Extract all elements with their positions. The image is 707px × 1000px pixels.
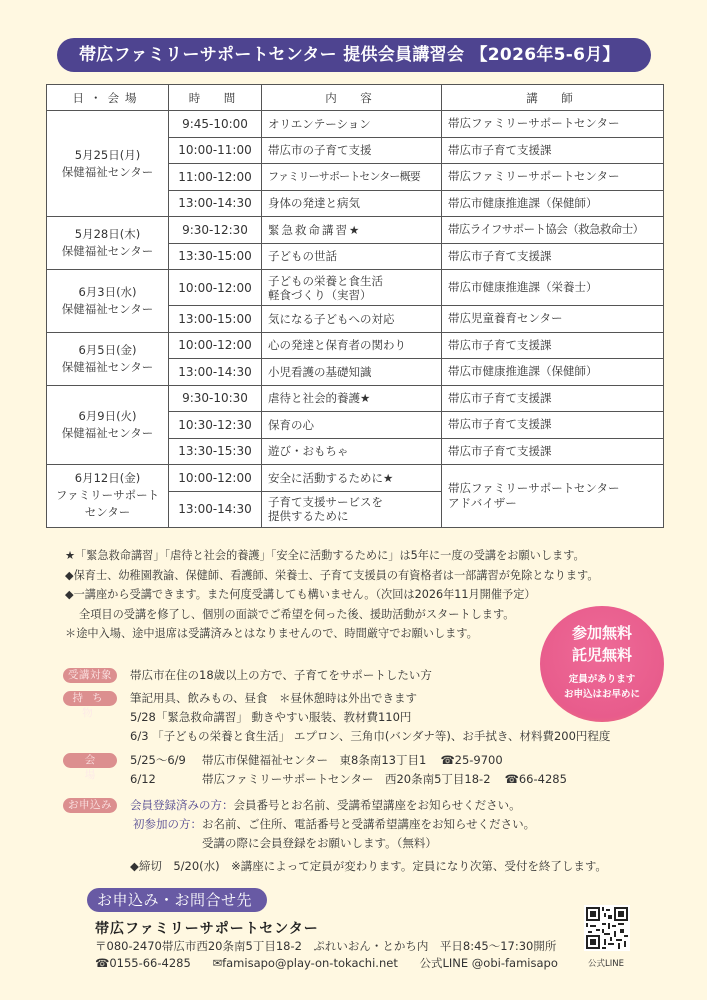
lecturer-cell: 帯広市子育て支援課 [442,243,664,270]
lecturer-cell: 帯広市子育て支援課 [442,332,664,359]
content-cell: 安全に活動するために★ [262,465,442,492]
schedule-table [46,84,664,528]
venue: 保健福祉センター [61,301,154,316]
content-cell: 子どもの世話 [262,243,442,270]
date: 6月9日(火) [78,408,137,423]
content-cell: 心の発達と保育者の関わり [262,332,442,359]
content-cell [262,270,442,306]
lecturer-line: 帯広ファミリーサポートセンター [448,480,620,495]
contact-email[interactable]: ✉famisapo@play-on-tokachi.net [212,956,398,970]
time-cell: 10:30-12:30 [169,412,262,439]
contact-details [95,955,576,971]
venue: 保健福祉センター [61,244,154,258]
venue: センター [84,505,131,520]
contact-address: 〒080-2470帯広市西20条南5丁目18-2 ぷれいおん・とかち内 平日8:45〜17:30開所 [95,939,557,953]
label-apply: お申込み [63,798,117,813]
apply-first [130,815,607,834]
header-content: 内 容 [262,85,442,111]
venue: 保健福祉センター [61,359,154,374]
header-time: 時 間 [169,85,262,111]
content-line: 子どもの栄養と食生活 [268,273,383,288]
badge-capacity: 定員があります [568,674,636,685]
apply-first-label: 初参加の方： [133,817,202,831]
date: 6月12日(金) [74,471,141,486]
date-venue-cell [47,385,169,465]
time-cell: 10:00-12:00 [169,270,262,306]
lecturer-cell: 帯広市健康推進課（栄養士） [442,270,664,306]
time-cell: 13:00-14:30 [169,190,262,217]
lecturer-cell: 帯広ライフサポート協会（救急救命士） [442,217,664,244]
venue-place: 帯広ファミリーサポートセンター 西20条南5丁目18-2 [202,772,491,786]
contact-heading: お申込み・お問合せ先 [87,888,267,912]
line-qr-code[interactable] [584,905,630,951]
time-cell: 13:30-15:30 [169,438,262,465]
apply-deadline: ◆締切 5/20(水) ※講座によって定員が変わります。定員になり次第、受付を終了します。 [130,859,607,873]
content-line: 軽食づくり（実習） [268,287,372,302]
contact-org: 帯広ファミリーサポートセンター [95,921,319,937]
lecturer-cell: 帯広ファミリーサポートセンター [442,111,664,138]
table-row [47,270,664,306]
lecturer-cell: 帯広市子育て支援課 [442,137,664,164]
apply-registered-text: 会員番号とお名前、受講希望講座をお知らせください。 [233,798,521,812]
table-row [47,332,664,359]
time-cell: 13:30-15:00 [169,243,262,270]
content-line: 提供するために [268,509,349,523]
lecturer-cell: 帯広ファミリーサポートセンター [442,164,664,191]
time-cell: 10:00-11:00 [169,137,262,164]
table-row [47,111,664,138]
table-row [47,385,664,412]
content-cell: オリエンテーション [262,111,442,138]
lecturer-cell: 帯広市子育て支援課 [442,385,664,412]
time-cell: 10:00-12:00 [169,332,262,359]
qr-code-icon [586,907,628,949]
date-venue-cell [47,270,169,333]
venue-row [130,751,567,770]
time-cell: 13:00-14:30 [169,359,262,386]
lecturer-cell: 帯広市健康推進課（保健師） [442,359,664,386]
venue-phone: ☎25-9700 [440,753,503,767]
contact-line-id: 公式LINE @obi-famisapo [419,956,558,970]
content-cell: 保育の心 [262,412,442,439]
date-venue-cell [47,217,169,270]
content-cell: 身体の発達と病気 [262,190,442,217]
date-venue-cell [47,111,169,217]
time-cell: 9:45-10:00 [169,111,262,138]
badge-free-participation: 参加無料 [571,624,632,642]
table-row [47,217,664,244]
date: 6月5日(金) [78,342,137,357]
content-cell: ファミリーサポートセンター概要 [262,164,442,191]
table-row [47,465,664,492]
belongings-line: 筆記用具、飲みもの、昼食 ＊昼休憩時は外出できます [130,691,418,705]
lecturer-cell: 帯広市子育て支援課 [442,438,664,465]
apply-registered [130,796,607,815]
note-completion: 全項目の受講を修了し、個別の面談でご希望を伺った後、援助活動がスタートします。 [79,607,515,621]
lecturer-cell [442,465,664,528]
header-lecturer: 講 師 [442,85,664,111]
date: 5月28日(木) [74,227,141,241]
content-cell: 遊び・おもちゃ [262,438,442,465]
note-star: ★「緊急救命講習」「虐待と社会的養護」「安全に活動するために」は5年に一度の受講をお願いします。 [65,549,585,562]
belongings-text [130,689,610,746]
qr-label: 公式LINE [588,959,624,969]
contact-phone: ☎0155-66-4285 [95,956,191,970]
table-header-row [47,85,664,111]
belongings-line: 6/3 「子どもの栄養と食生活」 エプロン、三角巾(バンダナ等)、お手拭き、材料費200円程度 [130,729,611,743]
venue-date: 5/25〜6/9 [130,753,186,767]
apply-text [130,796,607,876]
date: 5月25日(月) [74,147,141,162]
venue-phone: ☎66-4285 [504,772,567,786]
lecturer-line: アドバイザー [448,495,517,510]
content-cell: 帯広市の子育て支援 [262,137,442,164]
venue-text [130,751,567,789]
lecturer-cell: 帯広児童養育センター [442,306,664,333]
content-line: 子育て支援サービスを [268,495,383,509]
time-cell: 9:30-10:30 [169,385,262,412]
note-exemption: ◆保育士、幼稚園教諭、保健師、看護師、栄養士、子育て支援員の有資格者は一部講習が免除となります。 [65,568,599,582]
venue-date: 6/12 [130,772,156,786]
label-venue: 会場 [63,753,117,768]
content-cell [262,491,442,527]
date-venue-cell [47,465,169,528]
venue: 保健福祉センター [61,425,154,440]
content-cell: 気になる子どもへの対応 [262,306,442,333]
apply-first-text2: 受講の際に会員登録をお願いします。（無料） [202,836,437,850]
time-cell: 13:00-15:00 [169,306,262,333]
date: 6月3日(水) [78,284,137,299]
venue-row [130,770,567,789]
lecturer-cell: 帯広市子育て支援課 [442,412,664,439]
badge-apply-early: お申込はお早めに [563,689,640,700]
time-cell: 11:00-12:00 [169,164,262,191]
time-cell: 13:00-14:30 [169,491,262,527]
note-single-course: ◆一講座から受講できます。また何度受講しても構いません。（次回は2026年11月開催予定） [65,588,536,601]
header-date-venue: 日・会場 [47,85,169,111]
content-cell: 緊急救命講習★ [262,217,442,244]
time-cell: 10:00-12:00 [169,465,262,492]
label-belongings: 持ち物 [63,691,117,706]
time-cell: 9:30-12:30 [169,217,262,244]
apply-first-text: お名前、ご住所、電話番号と受講希望講座をお知らせください。 [202,817,536,831]
belongings-line: 5/28「緊急救命講習」 動きやすい服装、教材費110円 [130,710,412,724]
page-title: 帯広ファミリーサポートセンター 提供会員講習会 【2026年5-6月】 [57,38,651,72]
venue-place: 帯広市保健福祉センター 東8条南13丁目1 [202,753,427,767]
target-text: 帯広市在住の18歳以上の方で、子育てをサポートしたい方 [130,668,432,682]
date-venue-cell [47,332,169,385]
label-target: 受講対象 [63,668,117,683]
content-cell: 小児看護の基礎知識 [262,359,442,386]
venue: 保健福祉センター [61,164,154,179]
notes-section [65,546,599,644]
badge-free-childcare: 託児無料 [571,646,632,664]
lecturer-cell: 帯広市健康推進課（保健師） [442,190,664,217]
note-punctuality: ＊途中入場、途中退席は受講済みとはなりませんので、時間厳守でお願いします。 [65,627,478,640]
content-cell: 虐待と社会的養護★ [262,385,442,412]
apply-registered-label: 会員登録済みの方： [130,798,234,812]
venue: ファミリーサポート [55,488,160,503]
